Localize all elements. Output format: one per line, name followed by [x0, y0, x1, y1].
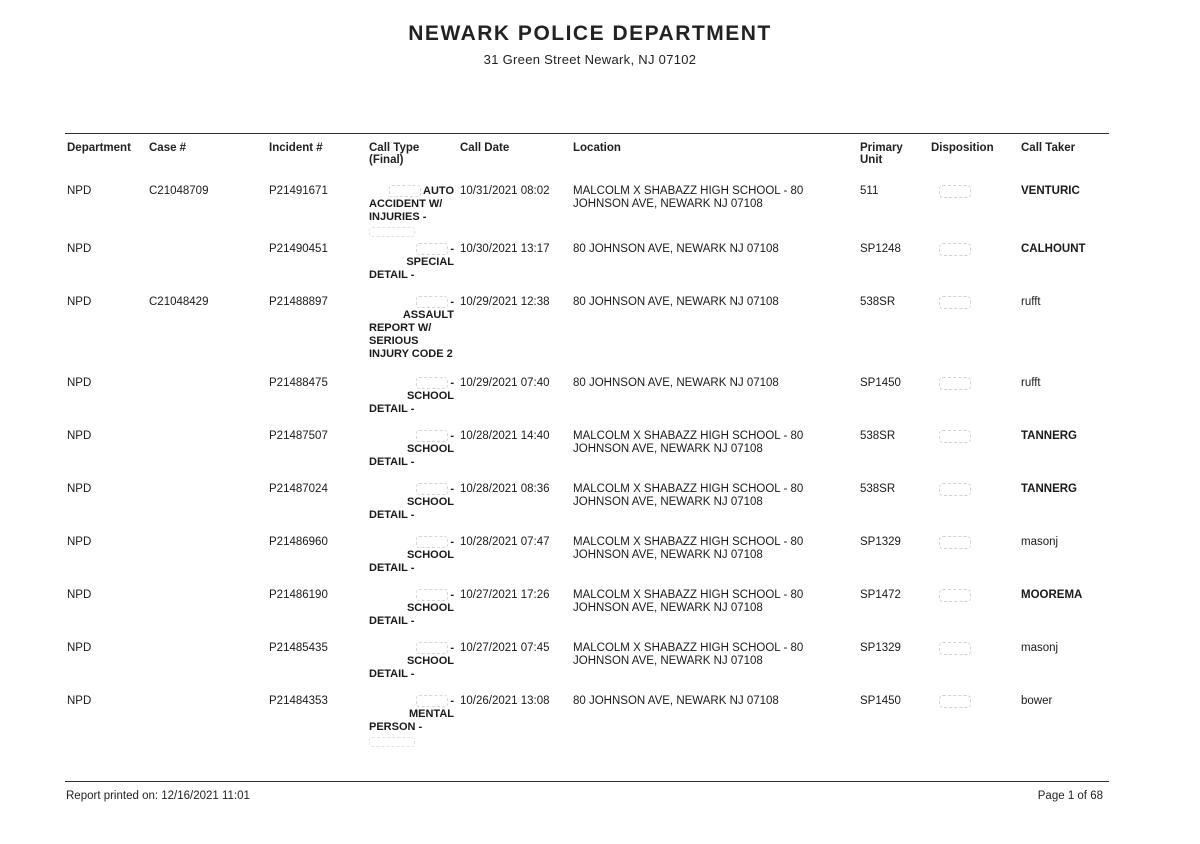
cell-call-type: - SCHOOL DETAIL - — [369, 536, 454, 574]
cell-incident: P21490451 — [269, 243, 328, 255]
cell-call-type: AUTO ACCIDENT W/ INJURIES - — [367, 179, 458, 237]
cell-call-type: - SCHOOL DETAIL - — [369, 483, 454, 521]
table-row — [65, 583, 1109, 636]
table-row — [65, 179, 1109, 237]
cell-location: MALCOLM X SHABAZZ HIGH SCHOOL - 80 JOHNSON AVE, NEWARK NJ 07108 — [573, 589, 804, 614]
cell-disposition — [929, 424, 1019, 477]
redaction-mark — [369, 737, 415, 747]
header-divider — [65, 133, 1109, 134]
cell-call-taker: VENTURIC — [1021, 185, 1080, 197]
cell-incident: P21487507 — [269, 430, 328, 442]
cell-call-type: - SCHOOL DETAIL - — [369, 430, 454, 468]
cell-disposition — [929, 636, 1019, 689]
cell-department: NPD — [67, 377, 92, 389]
cell-call-date: 10/29/2021 07:40 — [460, 377, 550, 389]
cell-location: MALCOLM X SHABAZZ HIGH SCHOOL - 80 JOHNSON AVE, NEWARK NJ 07108 — [573, 536, 804, 561]
report-header — [0, 22, 1180, 67]
cell-case — [147, 477, 267, 530]
redaction-mark — [416, 243, 448, 255]
table-row — [65, 636, 1109, 689]
column-header-call-type: Call Type (Final) — [369, 142, 420, 166]
cell-call-type: - SCHOOL DETAIL - — [369, 589, 454, 627]
redaction-mark — [416, 695, 448, 707]
cell-incident: P21487024 — [269, 483, 328, 495]
cell-department: NPD — [67, 642, 92, 654]
cell-location: MALCOLM X SHABAZZ HIGH SCHOOL - 80 JOHNSON AVE, NEWARK NJ 07108 — [573, 483, 804, 508]
cell-disposition — [929, 371, 1019, 424]
cell-case — [147, 689, 267, 747]
cell-incident: P21486190 — [269, 589, 328, 601]
cell-department: NPD — [67, 243, 92, 255]
cell-call-date: 10/30/2021 13:17 — [460, 243, 550, 255]
cell-call-date: 10/27/2021 07:45 — [460, 642, 550, 654]
table-row — [65, 477, 1109, 530]
redaction-mark — [389, 185, 421, 197]
redaction-mark — [416, 377, 448, 389]
column-header-primary-unit: Primary Unit — [860, 142, 903, 166]
cell-case — [147, 583, 267, 636]
table-row — [65, 237, 1109, 290]
department-address: 31 Green Street Newark, NJ 07102 — [483, 52, 697, 67]
redaction-mark — [369, 227, 415, 237]
cell-primary-unit: 538SR — [860, 483, 896, 495]
cell-primary-unit: SP1248 — [860, 243, 901, 255]
redaction-mark — [939, 243, 971, 256]
footer-divider — [65, 781, 1109, 782]
cell-location: 80 JOHNSON AVE, NEWARK NJ 07108 — [573, 377, 779, 389]
cell-primary-unit: SP1329 — [860, 536, 901, 548]
redaction-mark — [416, 483, 448, 495]
redaction-mark — [416, 589, 448, 601]
redaction-mark — [939, 642, 971, 655]
cell-call-taker: masonj — [1021, 642, 1059, 654]
cell-disposition — [929, 290, 1019, 371]
cell-primary-unit: 538SR — [860, 296, 896, 308]
cell-incident: P21488475 — [269, 377, 328, 389]
cell-primary-unit: 538SR — [860, 430, 896, 442]
cell-call-taker: CALHOUNT — [1021, 243, 1086, 255]
cell-call-date: 10/29/2021 12:38 — [460, 296, 550, 308]
table-row — [65, 290, 1109, 371]
cell-department: NPD — [67, 695, 92, 707]
redaction-mark — [416, 430, 448, 442]
cell-department: NPD — [67, 185, 92, 197]
cell-call-date: 10/28/2021 07:47 — [460, 536, 550, 548]
cell-call-date: 10/31/2021 08:02 — [460, 185, 550, 197]
cell-call-taker: bower — [1021, 695, 1053, 707]
cell-primary-unit: SP1472 — [860, 589, 901, 601]
column-header-call-taker: Call Taker — [1021, 142, 1076, 154]
column-header-case: Case # — [149, 142, 187, 154]
redaction-mark — [939, 536, 971, 549]
cell-incident: P21485435 — [269, 642, 328, 654]
cell-call-taker: rufft — [1021, 296, 1041, 308]
cell-department: NPD — [67, 536, 92, 548]
cell-call-date: 10/28/2021 08:36 — [460, 483, 550, 495]
cell-primary-unit: SP1329 — [860, 642, 901, 654]
table-row — [65, 371, 1109, 424]
redaction-mark — [416, 296, 448, 308]
column-header-incident: Incident # — [269, 142, 323, 154]
cell-location: MALCOLM X SHABAZZ HIGH SCHOOL - 80 JOHNSON AVE, NEWARK NJ 07108 — [573, 185, 804, 210]
cell-department: NPD — [67, 296, 92, 308]
cell-call-type: - SPECIAL DETAIL - — [369, 243, 454, 281]
report-printed-date: Report printed on: 12/16/2021 11:01 — [66, 790, 250, 802]
cell-call-date: 10/26/2021 13:08 — [460, 695, 550, 707]
cell-call-taker: rufft — [1021, 377, 1041, 389]
cell-call-type: - SCHOOL DETAIL - — [369, 377, 454, 415]
cell-incident: P21484353 — [269, 695, 328, 707]
cell-location: 80 JOHNSON AVE, NEWARK NJ 07108 — [573, 296, 779, 308]
redaction-mark — [416, 642, 448, 654]
cell-call-type: - SCHOOL DETAIL - — [369, 642, 454, 680]
cell-location: 80 JOHNSON AVE, NEWARK NJ 07108 — [573, 695, 779, 707]
cell-case — [147, 237, 267, 290]
page-title: NEWARK POLICE DEPARTMENT — [408, 22, 772, 45]
redaction-mark — [939, 296, 971, 309]
cell-primary-unit: SP1450 — [860, 695, 901, 707]
redaction-mark — [939, 483, 971, 496]
cell-case: C21048429 — [149, 296, 209, 308]
table-row — [65, 530, 1109, 583]
cell-call-date: 10/28/2021 14:40 — [460, 430, 550, 442]
table-row — [65, 689, 1109, 747]
cell-case — [147, 371, 267, 424]
cell-case: C21048709 — [149, 185, 209, 197]
cell-location: 80 JOHNSON AVE, NEWARK NJ 07108 — [573, 243, 779, 255]
cell-disposition — [929, 689, 1019, 747]
cell-call-type: - ASSAULT REPORT W/ SERIOUS INJURY CODE 2 — [369, 296, 454, 360]
cell-call-type: - MENTAL PERSON - — [367, 689, 458, 747]
cell-location: MALCOLM X SHABAZZ HIGH SCHOOL - 80 JOHNSON AVE, NEWARK NJ 07108 — [573, 430, 804, 455]
cell-incident: P21486960 — [269, 536, 328, 548]
cell-call-date: 10/27/2021 17:26 — [460, 589, 550, 601]
cell-disposition — [929, 477, 1019, 530]
redaction-mark — [939, 430, 971, 443]
cell-case — [147, 636, 267, 689]
cell-incident: P21491671 — [269, 185, 328, 197]
cell-department: NPD — [67, 430, 92, 442]
column-header-call-date: Call Date — [460, 142, 510, 154]
cell-case — [147, 530, 267, 583]
cell-disposition — [929, 583, 1019, 636]
cell-primary-unit: 511 — [860, 185, 879, 197]
cell-call-taker: masonj — [1021, 536, 1059, 548]
cell-disposition — [929, 179, 1019, 237]
cell-disposition — [929, 530, 1019, 583]
cell-case — [147, 424, 267, 477]
cell-call-taker: TANNERG — [1021, 430, 1078, 442]
page-number: Page 1 of 68 — [1037, 790, 1103, 802]
cell-call-taker: MOOREMA — [1021, 589, 1083, 601]
cell-department: NPD — [67, 589, 92, 601]
cell-disposition — [929, 237, 1019, 290]
calls-table — [65, 137, 1109, 747]
redaction-mark — [939, 185, 971, 198]
table-header-row — [65, 137, 1109, 179]
redaction-mark — [939, 695, 971, 708]
cell-location: MALCOLM X SHABAZZ HIGH SCHOOL - 80 JOHNSON AVE, NEWARK NJ 07108 — [573, 642, 804, 667]
cell-primary-unit: SP1450 — [860, 377, 901, 389]
table-row — [65, 424, 1109, 477]
cell-department: NPD — [67, 483, 92, 495]
cell-call-taker: TANNERG — [1021, 483, 1078, 495]
redaction-mark — [939, 589, 971, 602]
redaction-mark — [939, 377, 971, 390]
redaction-mark — [416, 536, 448, 548]
column-header-department: Department — [67, 142, 131, 154]
cell-incident: P21488897 — [269, 296, 328, 308]
column-header-location: Location — [573, 142, 621, 154]
column-header-disposition: Disposition — [931, 142, 994, 154]
